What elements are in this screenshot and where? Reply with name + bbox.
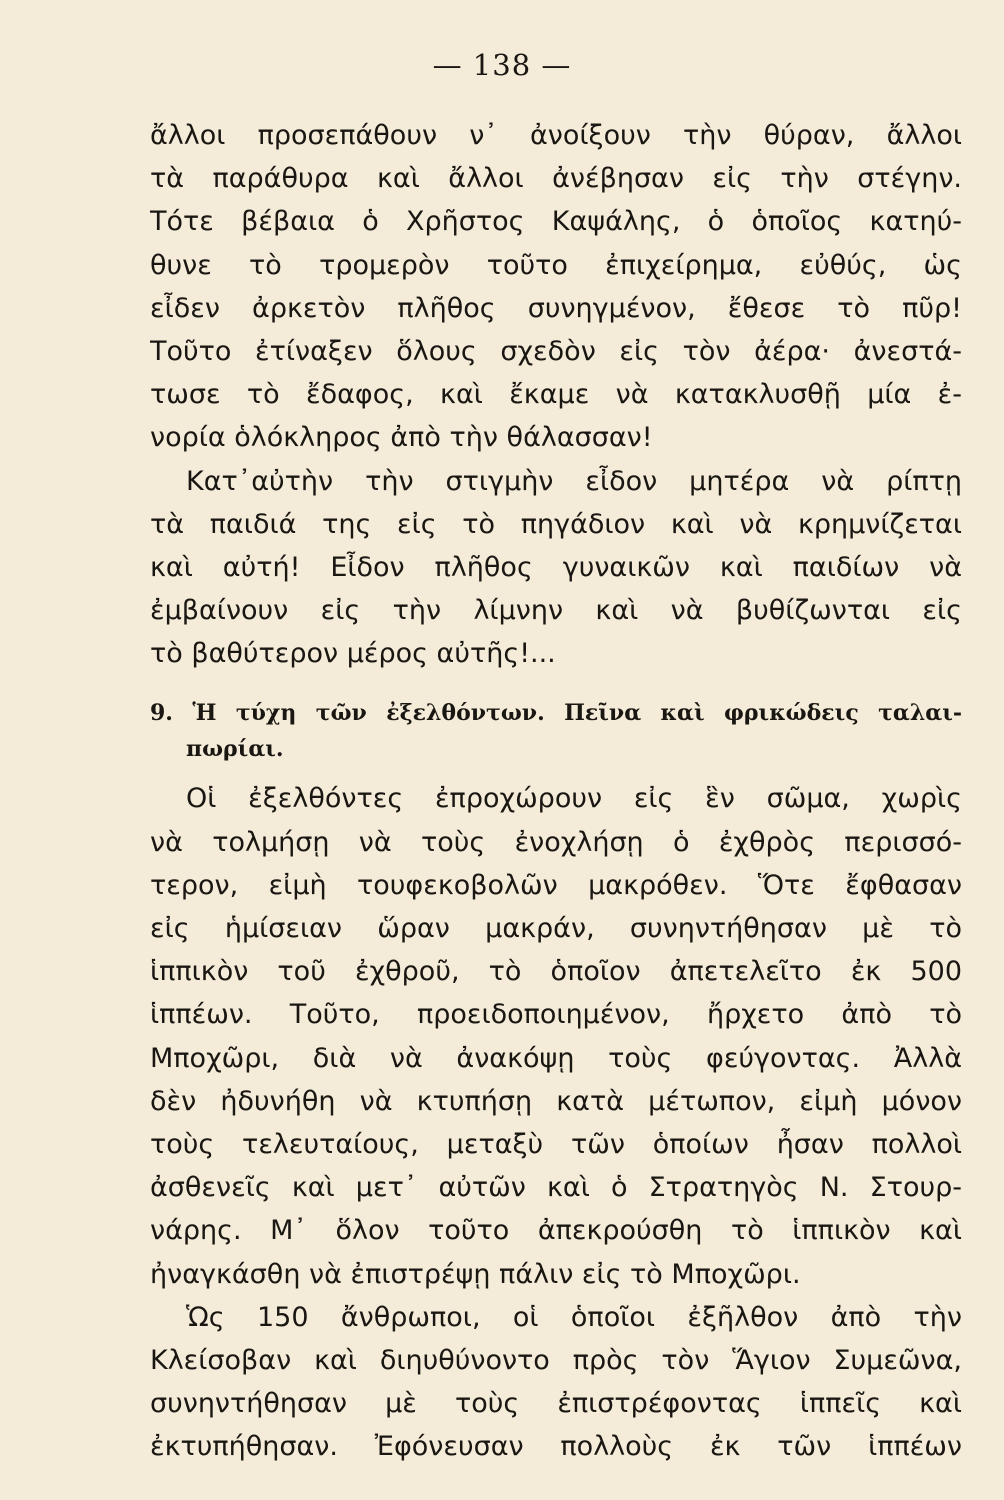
text-line: Κατ᾽αὐτὴν τὴν στιγμὴν εἶδον μητέρα νὰ ρίπτῃ	[186, 465, 962, 497]
text-line: νὰ τολμήσῃ νὰ τοὺς ἐνοχλήσῃ ὁ ἐχθρὸς περισσό-	[150, 826, 962, 858]
text-line: Κλείσοβαν καὶ διηυθύνοντο πρὸς τὸν Ἅγιον Συμεῶνα,	[150, 1344, 962, 1376]
paragraph-3	[150, 777, 962, 1295]
text-line: τοὺς τελευταίους, μεταξὺ τῶν ὁποίων ἦσαν πολλοὶ	[150, 1128, 962, 1160]
section-heading-line: 9. Ἡ τύχη τῶν ἐξελθόντων. Πεῖνα καὶ φρικώδεις ταλαι-	[150, 700, 962, 727]
text-line: Οἱ ἐξελθόντες ἐπροχώρουν εἰς ἓν σῶμα, χωρὶς	[186, 783, 962, 815]
text-line: νάρης. Μ᾽ ὅλον τοῦτο ἀπεκρούσθη τὸ ἱππικὸν καὶ	[150, 1215, 962, 1247]
section-heading-line: πωρίαι.	[186, 736, 284, 763]
text-line: θυνε τὸ τρομερὸν τοῦτο ἐπιχείρημα, εὐθύς, ὡς	[150, 249, 962, 281]
text-line: τωσε τὸ ἔδαφος, καὶ ἔκαμε νὰ κατακλυσθῇ μία ἐ-	[150, 379, 962, 411]
page-body	[150, 114, 962, 1468]
text-line: ἐκτυπήθησαν. Ἐφόνευσαν πολλοὺς ἐκ τῶν ἱππέων	[150, 1431, 962, 1463]
text-line: συνηντήθησαν μὲ τοὺς ἐπιστρέφοντας ἱππεῖς καὶ	[150, 1388, 962, 1420]
text-line: νορία ὁλόκληρος ἀπὸ τὴν θάλασσαν!	[150, 422, 653, 454]
paragraph-1	[150, 114, 962, 460]
text-line: τερον, εἰμὴ τουφεκοβολῶν μακρόθεν. Ὅτε ἔφθασαν	[150, 869, 962, 901]
text-line: ἠναγκάσθη νὰ ἐπιστρέψῃ πάλιν εἰς τὸ Μποχῶρι.	[150, 1258, 801, 1290]
text-line: τὸ βαθύτερον μέρος αὐτῆς!...	[150, 638, 556, 670]
text-line: ἀσθενεῖς καὶ μετ᾽ αὐτῶν καὶ ὁ Στρατηγὸς Ν. Στουρ-	[150, 1172, 962, 1204]
text-line: Μποχῶρι, διὰ νὰ ἀνακόψῃ τοὺς φεύγοντας. Ἀλλὰ	[150, 1042, 962, 1074]
page-number: — 138 —	[432, 48, 572, 82]
text-line: δὲν ἠδυνήθη νὰ κτυπήσῃ κατὰ μέτωπον, εἰμὴ μόνον	[150, 1085, 962, 1117]
paragraph-2	[150, 460, 962, 676]
paragraph-4	[150, 1296, 962, 1469]
text-line: καὶ αὐτή! Εἶδον πλῆθος γυναικῶν καὶ παιδίων νὰ	[150, 551, 962, 583]
text-line: ἱππικὸν τοῦ ἐχθροῦ, τὸ ὁποῖον ἀπετελεῖτο ἐκ 500	[150, 956, 962, 988]
text-line: ἱππέων. Τοῦτο, προειδοποιημένον, ἤρχετο ἀπὸ τὸ	[150, 999, 962, 1031]
text-line: Ὡς 150 ἄνθρωποι, οἱ ὁποῖοι ἐξῆλθον ἀπὸ τὴν	[186, 1301, 962, 1333]
text-line: εἰς ἡμίσειαν ὥραν μακράν, συνηντήθησαν μὲ τὸ	[150, 913, 962, 944]
text-line: ἄλλοι προσεπάθουν ν᾽ ἀνοίξουν τὴν θύραν, ἄλλοι	[150, 120, 962, 151]
text-line: Τοῦτο ἐτίναξεν ὅλους σχεδὸν εἰς τὸν ἀέρα· ἀνεστά-	[150, 335, 962, 367]
section-heading	[150, 695, 962, 767]
text-line: τὰ παιδιά της εἰς τὸ πηγάδιον καὶ νὰ κρημνίζεται	[150, 508, 962, 540]
text-line: εἶδεν ἀρκετὸν πλῆθος συνηγμένον, ἔθεσε τὸ πῦρ!	[150, 292, 962, 324]
text-line: Τότε βέβαια ὁ Χρῆστος Καψάλης, ὁ ὁποῖος κατηύ-	[150, 206, 962, 238]
text-line: ἐμβαίνουν εἰς τὴν λίμνην καὶ νὰ βυθίζωνται εἰς	[150, 595, 962, 627]
text-line: τὰ παράθυρα καὶ ἄλλοι ἀνέβησαν εἰς τὴν στέγην.	[150, 163, 962, 195]
